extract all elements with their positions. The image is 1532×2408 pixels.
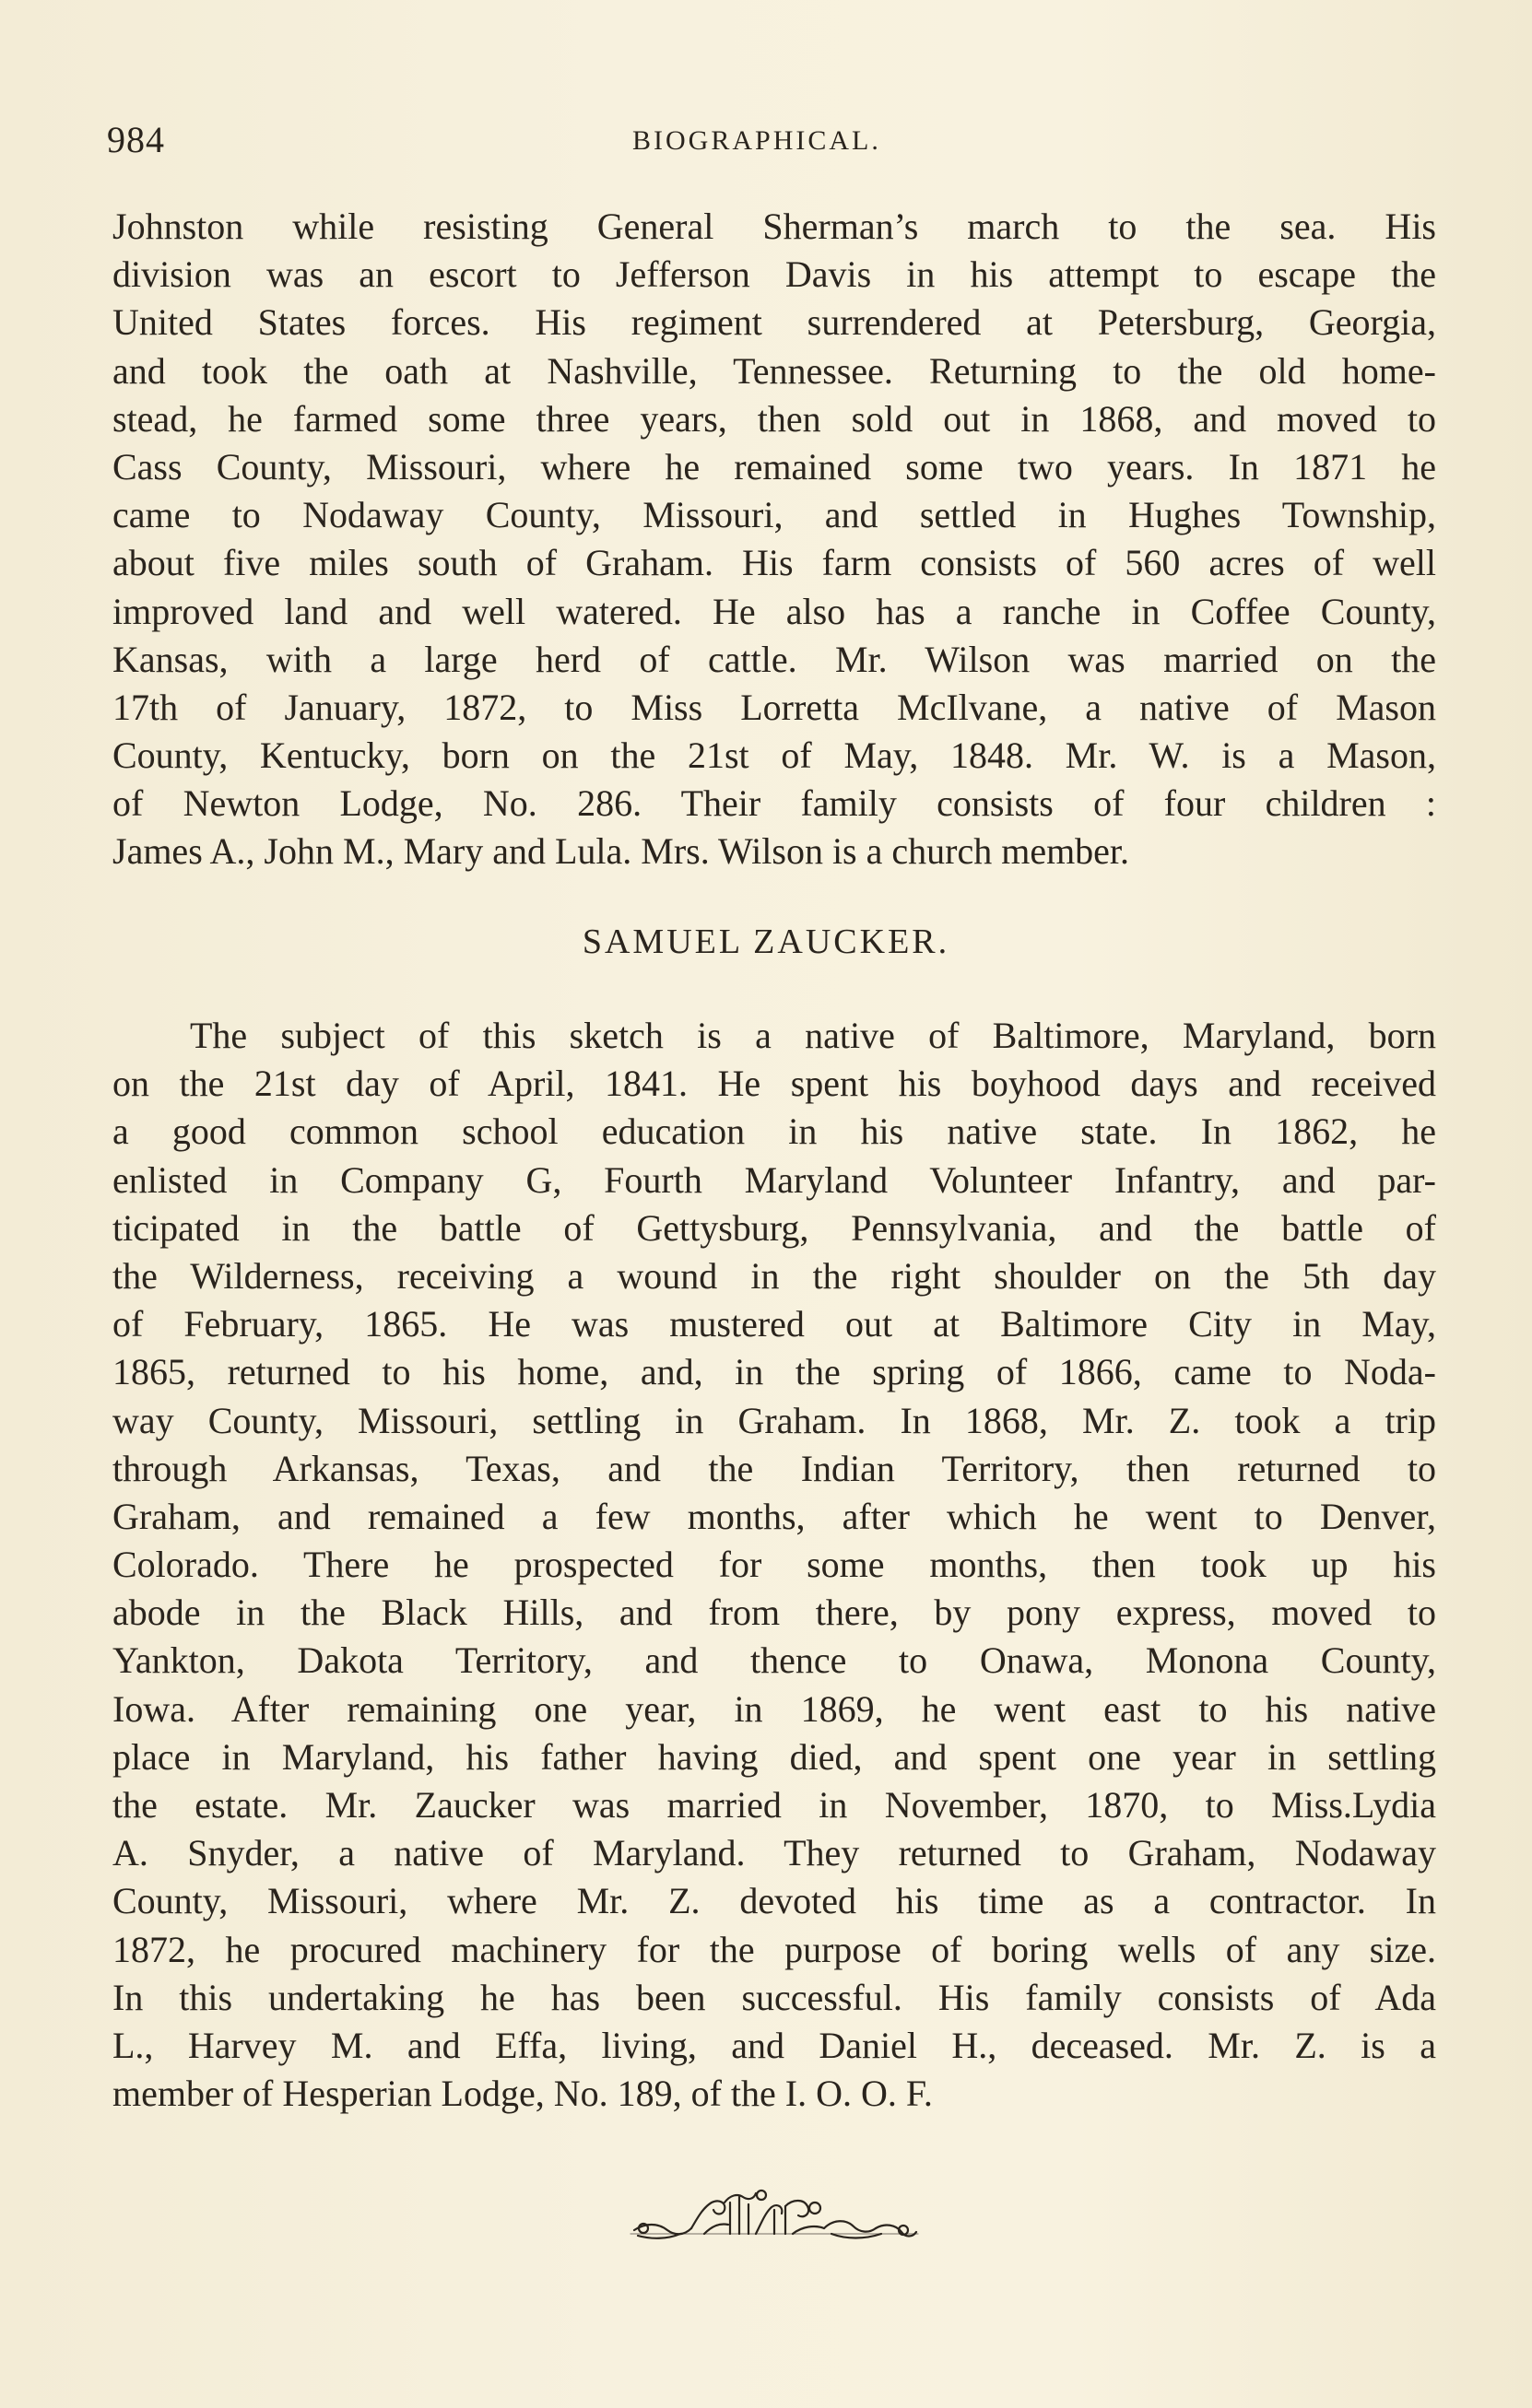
decorative-flourish-icon <box>627 2182 922 2247</box>
text-line: about five miles south of Graham. His farm consists of 560 acres of well <box>112 542 1436 584</box>
text-line: 17th of January, 1872, to Miss Lorretta McIlvane, a native of Mason <box>112 686 1436 728</box>
text-line: 1872, he procured machinery for the purpose of boring wells of any size. <box>112 1928 1436 1970</box>
text-line: L., Harvey M. and Effa, living, and Daniel H., deceased. Mr. Z. is a <box>112 2024 1436 2066</box>
text-line: way County, Missouri, settling in Graham. In 1868, Mr. Z. took a trip <box>112 1399 1436 1441</box>
text-line: a good common school education in his native state. In 1862, he <box>112 1110 1436 1153</box>
text-line: ticipated in the battle of Gettysburg, Pennsylvania, and the battle of <box>112 1206 1436 1249</box>
text-line: member of Hesperian Lodge, No. 189, of the I. O. O. F. <box>112 2073 933 2115</box>
text-line: Colorado. There he prospected for some months, then took up his <box>112 1544 1436 1586</box>
text-line: through Arkansas, Texas, and the Indian Territory, then returned to <box>112 1447 1436 1489</box>
page-number: 984 <box>107 119 165 160</box>
text-line: improved land and well watered. He also has a ranche in Coffee County, <box>112 590 1436 632</box>
text-line: stead, he farmed some three years, then sold out in 1868, and moved to <box>112 397 1436 440</box>
text-line: abode in the Black Hills, and from there, by pony express, moved to <box>112 1592 1436 1634</box>
text-line: of Newton Lodge, No. 286. Their family consists of four children : <box>112 782 1436 825</box>
section-heading: SAMUEL ZAUCKER. <box>582 922 950 961</box>
text-line: division was an escort to Jefferson Davis in his attempt to escape the <box>112 253 1436 296</box>
zaucker-biography-paragraph <box>112 1012 1436 2118</box>
running-head: BIOGRAPHICAL. <box>632 125 881 156</box>
text-line: County, Missouri, where Mr. Z. devoted his time as a contractor. In <box>112 1880 1436 1922</box>
text-line: Johnston while resisting General Sherman’s march to the sea. His <box>112 206 1436 247</box>
text-line: County, Kentucky, born on the 21st of May, 1848. Mr. W. is a Mason, <box>112 734 1436 777</box>
page-header <box>107 118 1434 173</box>
text-line: In this undertaking he has been successful. His family consists of Ada <box>112 1976 1436 2018</box>
text-line: Yankton, Dakota Territory, and thence to Onawa, Monona County, <box>112 1639 1436 1682</box>
continued-biography-paragraph <box>112 203 1436 876</box>
text-line: Graham, and remained a few months, after which he went to Denver, <box>112 1495 1436 1537</box>
text-line: place in Maryland, his father having died, and spent one year in settling <box>112 1735 1436 1778</box>
text-line: of February, 1865. He was mustered out at Baltimore City in May, <box>112 1303 1436 1345</box>
text-line: the Wilderness, receiving a wound in the right shoulder on the 5th day <box>112 1254 1436 1297</box>
text-line: enlisted in Company G, Fourth Maryland Volunteer Infantry, and par- <box>112 1158 1436 1201</box>
text-line: 1865, returned to his home, and, in the spring of 1866, came to Noda- <box>112 1351 1436 1393</box>
text-line: on the 21st day of April, 1841. He spent his boyhood days and received <box>112 1063 1436 1105</box>
text-line: came to Nodaway County, Missouri, and settled in Hughes Township, <box>112 494 1436 536</box>
text-line: The subject of this sketch is a native of Baltimore, Maryland, born <box>190 1015 1436 1056</box>
text-line: A. Snyder, a native of Maryland. They returned to Graham, Nodaway <box>112 1832 1436 1874</box>
text-line: James A., John M., Mary and Lula. Mrs. Wilson is a church member. <box>112 830 1130 873</box>
text-line: Cass County, Missouri, where he remained some two years. In 1871 he <box>112 445 1436 487</box>
text-line: the estate. Mr. Zaucker was married in November, 1870, to Miss.Lydia <box>112 1784 1436 1826</box>
text-line: United States forces. His regiment surrendered at Petersburg, Georgia, <box>112 301 1436 344</box>
text-line: Iowa. After remaining one year, in 1869, he went east to his native <box>112 1687 1436 1730</box>
text-line: Kansas, with a large herd of cattle. Mr. Wilson was married on the <box>112 638 1436 680</box>
text-line: and took the oath at Nashville, Tennessee. Returning to the old home- <box>112 349 1436 392</box>
